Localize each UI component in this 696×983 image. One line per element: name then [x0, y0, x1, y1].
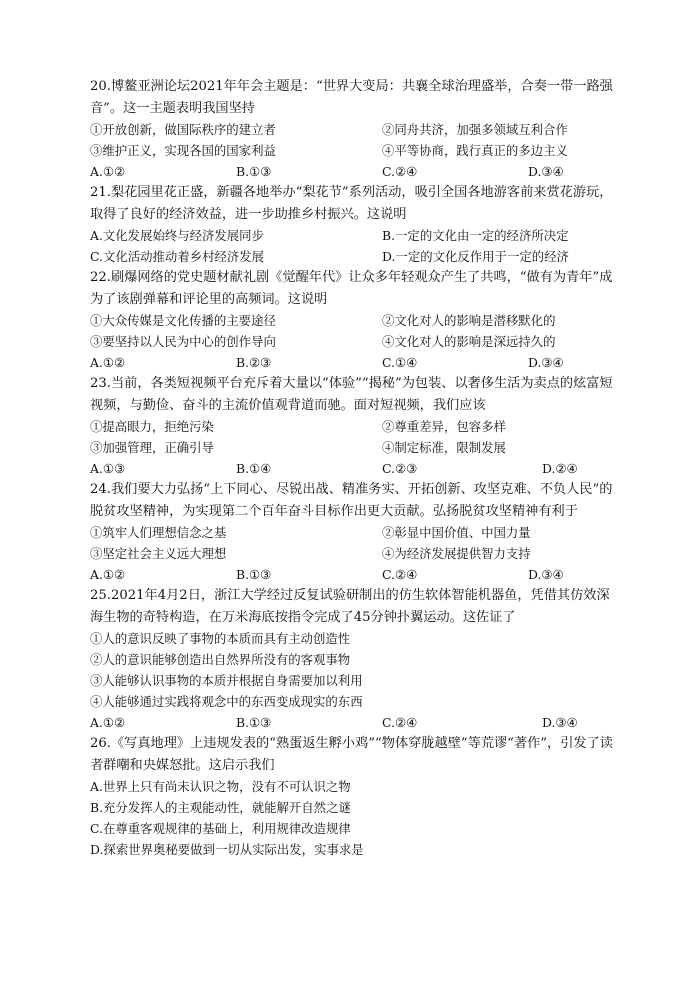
question-22: [90, 267, 620, 373]
option-item: ③要坚持以人民为中心的创作导向: [90, 334, 276, 349]
option-item: ③加强管理，正确引导: [90, 440, 214, 455]
choice-a: A.世界上只有尚未认识之物，没有不可认识之物: [90, 779, 351, 794]
option-item: ③人能够认识事物的本质并根据自身需要加以利用: [90, 673, 363, 688]
option-item: ①筑牢人们理想信念之基: [90, 525, 227, 540]
choice-d: D.③④: [542, 715, 578, 730]
option-group: [90, 416, 620, 479]
choice-b: B.①③: [236, 715, 272, 730]
question-stem: 20.博鳌亚洲论坛2021年年会主题是：“世界大变局：共襄全球治理盛举，合奏一带一路强音”。这一主题表明我国坚持: [90, 79, 613, 116]
choice-b: B.充分发挥人的主观能动性，就能解开自然之谜: [90, 800, 351, 815]
option-group: [90, 119, 620, 182]
question-stem: 24.我们要大力弘扬“上下同心、尽锐出战、精准务实、开拓创新、攻坚克难、不负人民”的脱贫攻坚精神，为实现第二个百年奋斗目标作出更大贡献。弘扬脱贫攻坚精神有利于: [90, 482, 613, 519]
choice-c: C.②④: [382, 715, 418, 730]
option-item: ②同舟共济，加强多领域互利合作: [382, 122, 568, 137]
option-item: ②尊重差异，包容多样: [382, 419, 506, 434]
question-stem: 22.刷爆网络的党史题材献礼剧《觉醒年代》让众多年轻观众产生了共鸣，“做有为青年”成为了该剧弹幕和评论里的高频词。这说明: [90, 270, 613, 307]
choice-d: D.一定的文化反作用于一定的经济: [382, 249, 569, 264]
choice-d: D.②④: [542, 461, 578, 476]
option-item: ③维护正义，实现各国的国家利益: [90, 143, 276, 158]
exam-page: [90, 76, 620, 860]
option-group: [90, 522, 620, 585]
question-21: [90, 182, 620, 267]
option-item: ③坚定社会主义远大理想: [90, 546, 227, 561]
choice-c: C.①④: [382, 355, 418, 370]
choice-b: B.①③: [236, 164, 272, 179]
choice-c: C.在尊重客观规律的基础上，利用规律改造规律: [90, 821, 351, 836]
choice-a: A.①②: [90, 355, 126, 370]
choice-b: B.一定的文化由一定的经济所决定: [382, 228, 569, 243]
question-26: [90, 733, 620, 860]
option-item: ①提高眼力，拒绝污染: [90, 419, 214, 434]
choice-a: A.①③: [90, 461, 126, 476]
question-stem: 25.2021年4月2日，浙江大学经过反复试验研制出的仿生软体智能机器鱼，凭借其仿效深海生物的奇特构造，在万米海底按指令完成了45分钟扑翼运动。这佐证了: [90, 588, 610, 625]
question-stem: 23.当前，各类短视频平台充斥着大量以“体验”“揭秘”为包装、以奢侈生活为卖点的炫富短视频，与勤俭、奋斗的主流价值观背道而驰。面对短视频，我们应该: [90, 376, 613, 413]
choice-d: D.③④: [528, 567, 564, 582]
option-item: ④平等协商，践行真正的多边主义: [382, 143, 568, 158]
option-group: [90, 310, 620, 373]
choice-c: C.文化活动推动着乡村经济发展: [90, 249, 265, 264]
question-25: [90, 585, 620, 733]
question-24: [90, 479, 620, 585]
question-stem: 21.梨花园里花正盛，新疆各地举办“梨花节”系列活动，吸引全国各地游客前来赏花游玩，取得了良好的经济效益，进一步助推乡村振兴。这说明: [90, 185, 613, 222]
choice-a: A.①②: [90, 715, 126, 730]
choice-b: B.①④: [236, 461, 272, 476]
option-item: ①大众传媒是文化传播的主要途径: [90, 313, 276, 328]
choice-b: B.①③: [236, 567, 272, 582]
choice-c: C.②③: [382, 461, 418, 476]
option-item: ①开放创新，做国际秩序的建立者: [90, 122, 276, 137]
choice-a: A.文化发展始终与经济发展同步: [90, 228, 264, 243]
question-20: [90, 76, 620, 182]
choice-d: D.③④: [528, 355, 564, 370]
option-item: ④文化对人的影响是深远持久的: [382, 334, 556, 349]
choice-d: D.探索世界奥秘要做到一切从实际出发，实事求是: [90, 842, 364, 857]
option-group: [90, 628, 620, 733]
option-item: ②人的意识能够创造出自然界所没有的客观事物: [90, 652, 351, 667]
question-stem: 26.《写真地理》上违规发表的“熟蛋返生孵小鸡”“物体穿胧越壁”等荒谬“著作”，引发了读者群嘲和央媒怒批。这启示我们: [90, 736, 613, 773]
option-group: [90, 225, 620, 267]
choice-d: D.③④: [528, 164, 564, 179]
choice-c: C.②④: [382, 164, 418, 179]
choice-b: B.②③: [236, 355, 272, 370]
question-23: [90, 373, 620, 479]
option-item: ②彰显中国价值、中国力量: [382, 525, 531, 540]
choice-a: A.①②: [90, 567, 126, 582]
option-item: ④为经济发展提供智力支持: [382, 546, 531, 561]
choice-a: A.①②: [90, 164, 126, 179]
option-item: ④制定标准，限制发展: [382, 440, 506, 455]
choice-c: C.②④: [382, 567, 418, 582]
option-item: ④人能够通过实践将观念中的东西变成现实的东西: [90, 694, 363, 709]
option-item: ②文化对人的影响是潜移默化的: [382, 313, 556, 328]
option-group: [90, 776, 620, 860]
option-item: ①人的意识反映了事物的本质而具有主动创造性: [90, 631, 351, 646]
